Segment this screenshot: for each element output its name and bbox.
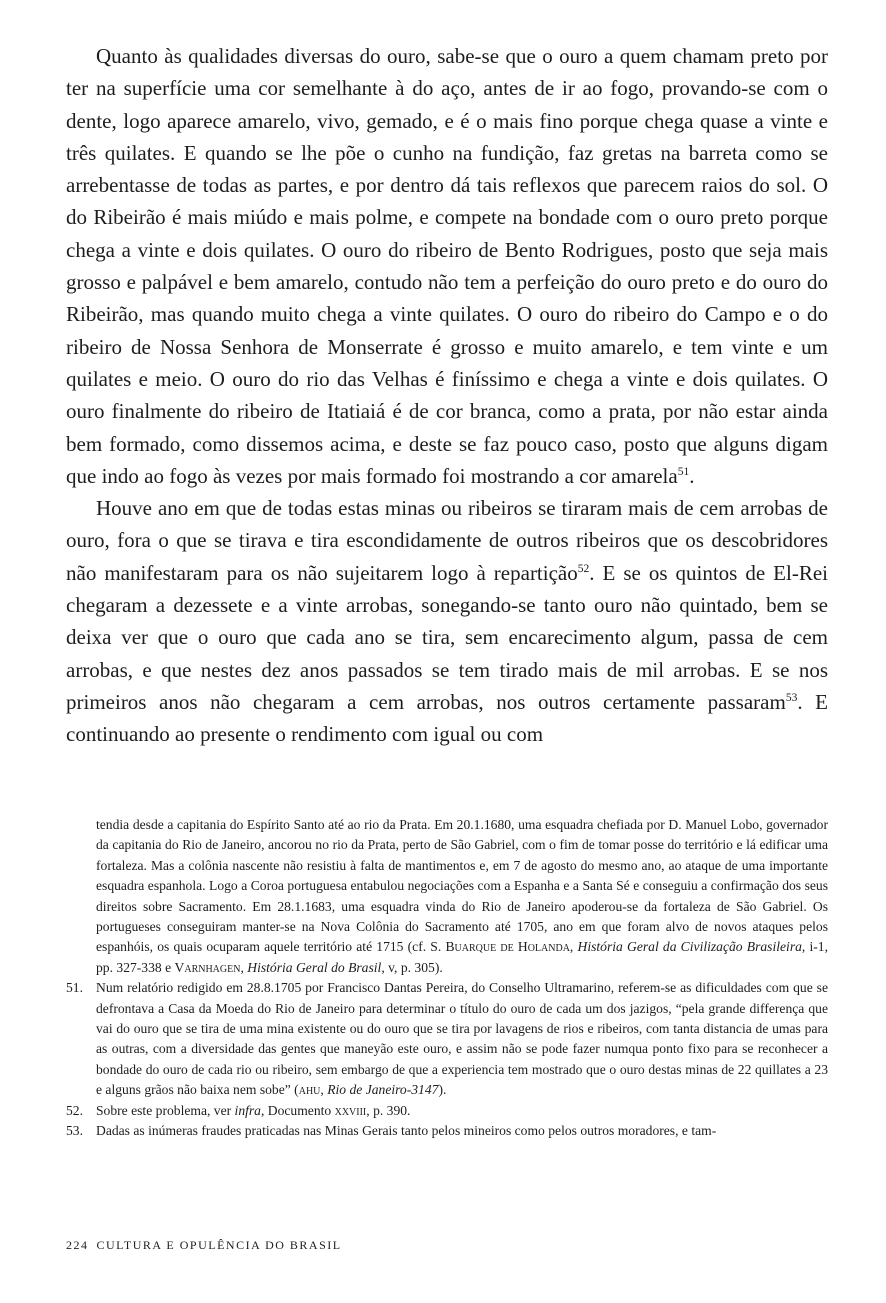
footnote-number: 52. xyxy=(66,1102,83,1118)
page-number: 224 xyxy=(66,1238,89,1252)
footnote-53: 53. Dadas as inúmeras fraudes praticadas nas Minas Gerais tanto pelos mineiros como pelos outros moradores, e tam- xyxy=(66,1121,828,1141)
footnote-number: 53. xyxy=(66,1123,83,1139)
footnote-ref[interactable]: 53 xyxy=(785,691,798,704)
footnote-ref[interactable]: 51 xyxy=(677,465,690,478)
main-text xyxy=(66,40,828,751)
running-title: CULTURA E OPULÊNCIA DO BRASIL xyxy=(96,1238,342,1252)
footnote-number: 51. xyxy=(66,980,83,996)
paragraph: Quanto às qualidades diversas do ouro, sabe-se que o ouro a quem chamam preto por ter na superfície uma cor semelhante à do aço, antes de ir ao fogo, provando-se com o dente, logo aparece amarelo, vivo, gemado, e é o mais fino porque chega quase a vinte e três quilates. E quando se lhe põe o cunho na fundição, faz gretas na barreta como se arrebentasse de todas as partes, e por dentro dá tais reflexos que parecem raios do sol. O do Ribeirão é mais miúdo e mais polme, e compete na bondade com o ouro preto porque chega a vinte e dois quilates. O ouro do ribeiro de Bento Rodrigues, posto que seja mais grosso e palpável e bem amarelo, contudo não tem a perfeição do ouro preto e do ouro do Ribeirão, mas quando muito chega a vinte quilates. O ouro do ribeiro do Campo e o do ribeiro de Nossa Senhora de Monserrate é grosso e muito amarelo, e tem vinte e um quilates e meio. O ouro do rio das Velhas é finíssimo e chega a vinte e dois quilates. O ouro finalmente do ribeiro de Itatiaiá é de cor branca, como a prata, por não estar ainda bem formado, como dissemos acima, e deste se faz pouco caso, posto que alguns digam que indo ao fogo às vezes por mais formado foi mostrando a cor amarela$^{51}$. xyxy=(66,44,828,488)
page-footer xyxy=(66,1238,342,1253)
footnote-continuation: tendia desde a capitania do Espírito Santo até ao rio da Prata. Em 20.1.1680, uma esquadra chefiada por D. Manuel Lobo, governador da capitania do Rio de Janeiro, ancorou no rio da Prata, perto de São Gabriel, com o fim de tomar posse do território e lá edificar uma fortaleza. Mas a colônia nascente não resistiu à falta de mantimentos e, em 7 de agosto do mesmo ano, ao ataque de uma importante esquadra espanhola. Logo a Coroa portuguesa entabulou negociações com a Espanha e a Santa Sé e conseguiu a confirmação dos seus direitos sobre Sacramento. Em 28.1.1683, uma esquadra vinda do Rio de Janeiro apoderou-se da fortaleza de São Gabriel. Os portugueses conseguiram manter-se na Nova Colônia do Sacramento até 1705, ano em que foram alvo de novos ataques pelos espanhóis, os quais ocuparam aquele território até 1715 (cf. S. Buarque de Holanda, História Geral da Civilização Brasileira, i-1, pp. 327-338 e Varnhagen, História Geral do Brasil, v, p. 305). xyxy=(96,817,829,975)
footnote-52: 52. Sobre este problema, ver infra, Documento xxviii, p. 390. xyxy=(66,1101,828,1121)
footnote-51: 51. Num relatório redigido em 28.8.1705 por Francisco Dantas Pereira, do Conselho Ultramarino, referem-se as dificuldades com que se defrontava a Casa da Moeda do Rio de Janeiro para determinar o título do ouro de cada um dos jazigos, “pela grande differença que vai do ouro que se tira de uma mina existente ou do ouro que se tira por lavagens de rios e ribeiros, com tanta distancia de umas para as outras, com a diversidade das gentes que maneyão este ouro, e assim não se pode fazer numqua ponto fixo para se reconhecer a bondade do ouro de cada rio ou ribeiro, sem embargo de que a experiencia tem mostrado que o ouro destas minas de 22 quillates a 23 e alguns grãos não baixa nem sobe” (ahu, Rio de Janeiro-3147). xyxy=(66,980,828,1098)
footnote-ref[interactable]: 52 xyxy=(577,562,590,575)
footnotes xyxy=(66,815,828,1142)
paragraph: Houve ano em que de todas estas minas ou ribeiros se tiraram mais de cem arrobas de ouro, fora o que se tirava e tira escondidamente de outros ribeiros que os descobridores não manifestaram para os não sujeitarem logo à repartição$^{52}$. E se os quintos de El-Rei chegaram a dezessete e a vinte arrobas, sonegando-se tanto ouro não quintado, bem se deixa ver que o ouro que cada ano se tira, sem encarecimento algum, passa de cem arrobas, e que nestes dez anos passados se tem tirado mais de mil arrobas. E se nos primeiros anos não chegaram a cem arrobas, nos outros certamente passaram$^{53}$. E continuando ao presente o rendimento com igual ou com xyxy=(66,496,829,747)
